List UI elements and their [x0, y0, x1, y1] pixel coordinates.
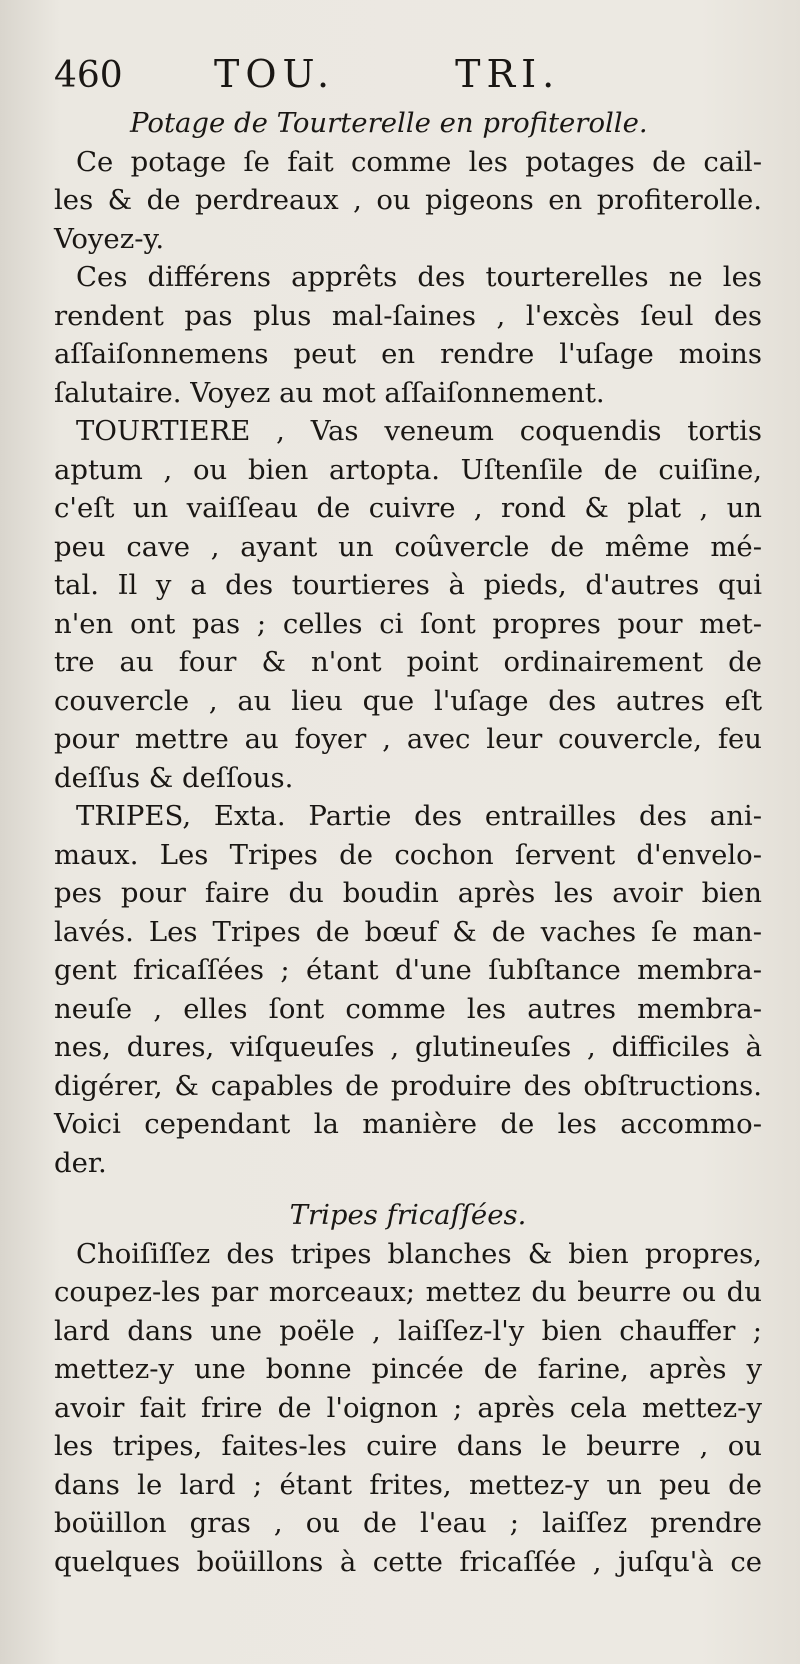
text-line: Ce potage ſe fait comme les potages de cail- — [76, 145, 762, 178]
text-line: tal. Il y a des tourtieres à pieds, d'autres qui — [54, 569, 762, 601]
text-line: boüillon gras , ou de l'eau ; laiſſez prendre — [54, 1507, 762, 1539]
text-line: digérer, & capables de produire des obſtructions. — [54, 1069, 762, 1102]
text-line: TOURTIERE , Vas veneum coquendis tortis — [76, 415, 762, 447]
text-line: mettez-y une bonne pincée de farine, après y — [54, 1353, 762, 1385]
text-line: dans le lard ; étant frites, mettez-y un peu de — [54, 1468, 762, 1501]
text-line: gent fricaſſées ; étant d'une ſubſtance membra- — [54, 954, 762, 986]
text-line: Tripes fricaſſées. — [289, 1199, 527, 1231]
text-line: aſſaiſonnemens peut en rendre l'uſage moins — [54, 338, 762, 370]
text-line: lard dans une poële , laiſſez-l'y bien chauffer ; — [54, 1314, 762, 1347]
text-line: c'eſt un vaiſſeau de cuivre , rond & plat , un — [54, 492, 762, 524]
text-line: les tripes, faites-les cuire dans le beurre , ou — [54, 1430, 762, 1462]
page-number: 460 — [54, 55, 123, 96]
text-line: rendent pas plus mal-ſaines , l'excès ſeul des — [54, 299, 762, 332]
page-body — [54, 104, 762, 1581]
text-line: Ces différens apprêts des tourterelles ne les — [76, 261, 762, 293]
text-line: neuſe , elles ſont comme les autres membra- — [54, 992, 762, 1025]
right-running-title: TRI. — [455, 52, 561, 96]
text-line: pes pour faire du boudin après les avoir bien — [54, 877, 762, 909]
text-line: tre au four & n'ont point ordinairement de — [54, 646, 762, 678]
text-line: TRIPES, Exta. Partie des entrailles des ani- — [76, 800, 762, 832]
text-line: Choiſiſſez des tripes blanches & bien propres, — [76, 1237, 762, 1270]
text-line: coupez-les par morceaux; mettez du beurre ou du — [54, 1276, 762, 1308]
text-line: n'en ont pas ; celles ci ſont propres pour met- — [54, 607, 762, 640]
text-line: avoir fait frire de l'oignon ; après cela mettez-y — [54, 1391, 762, 1424]
text-line: maux. Les Tripes de cochon ſervent d'envelo- — [54, 838, 762, 871]
text-line: ſalutaire. Voyez au mot aſſaiſonnement. — [54, 376, 605, 409]
text-line: quelques boüillons à cette fricaſſée , juſqu'à ce — [54, 1545, 762, 1578]
text-line: Voici cependant la manière de les accommo- — [54, 1108, 762, 1140]
text-line: Potage de Tourterelle en profiterolle. — [130, 107, 648, 139]
text-line: deſſus & deſſous. — [54, 761, 294, 794]
text-line: aptum , ou bien artopta. Uſtenſile de cuiſine, — [54, 453, 762, 486]
text-line: lavés. Les Tripes de bœuf & de vaches ſe man- — [54, 915, 762, 948]
running-header — [54, 52, 762, 104]
text-line: der. — [54, 1146, 107, 1179]
text-line: les & de perdreaux , ou pigeons en profiterolle. — [54, 184, 762, 216]
text-line: pour mettre au foyer , avec leur couvercle, feu — [54, 723, 762, 755]
left-running-title: TOU. — [214, 52, 336, 96]
text-line: couvercle , au lieu que l'uſage des autres eſt — [54, 684, 762, 717]
text-line: peu cave , ayant un coûvercle de même mé- — [54, 530, 762, 563]
text-column — [54, 52, 762, 1581]
text-line: Voyez-y. — [54, 222, 165, 255]
text-line: nes, dures, viſqueuſes , glutineuſes , difficiles à — [54, 1031, 762, 1063]
